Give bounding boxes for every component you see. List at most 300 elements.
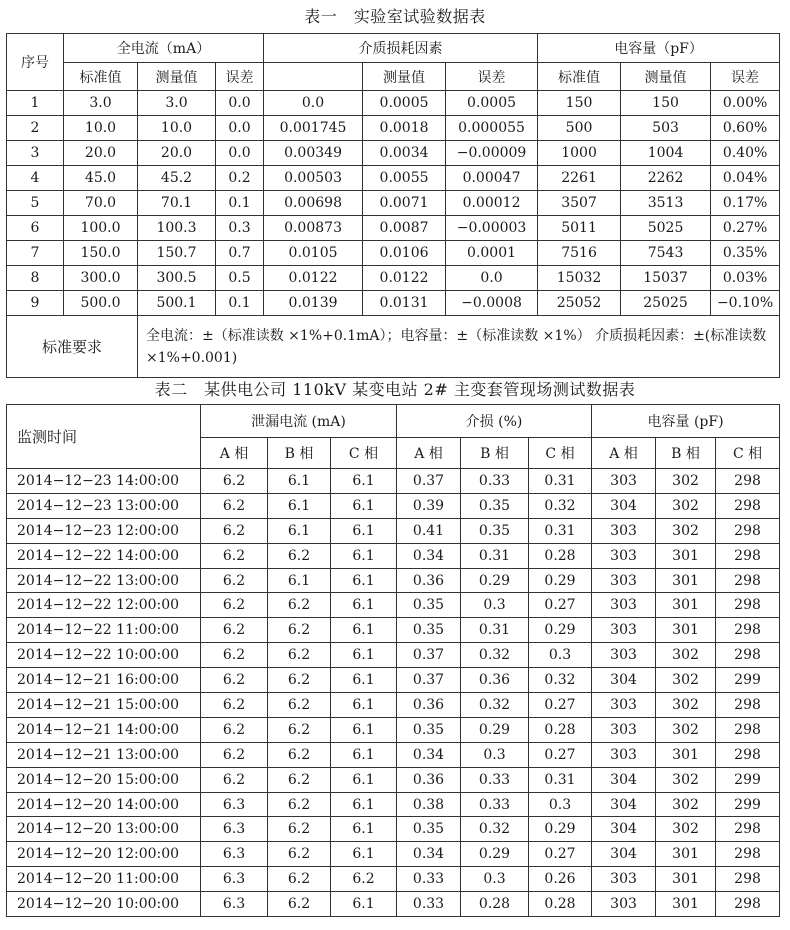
table-cell: 303: [592, 469, 656, 494]
table-row: [7, 469, 780, 494]
table-cell: 0.31: [529, 767, 592, 792]
cap-phase-a-header: A 相: [592, 438, 656, 469]
table-cell: 3513: [621, 191, 711, 216]
table-cell: 0.0005: [446, 91, 538, 116]
table-cell: 0.3: [461, 742, 529, 767]
table-cell: 0.2: [216, 166, 264, 191]
table-cell: 0.28: [529, 892, 592, 917]
table-cell: 15037: [621, 266, 711, 291]
table-row: [7, 618, 780, 643]
lab-test-table: [6, 33, 780, 378]
table-cell: 503: [621, 116, 711, 141]
table-cell: 3507: [538, 191, 621, 216]
monitor-time-cell: 2014−12−23 12:00:00: [7, 518, 201, 543]
table-cell: −0.00003: [446, 216, 538, 241]
table-cell: 500: [538, 116, 621, 141]
table-cell: 298: [716, 742, 780, 767]
table-cell: 0.001745: [264, 116, 363, 141]
table-cell: 300.5: [138, 266, 216, 291]
table-cell: 301: [656, 593, 716, 618]
table-cell: 0.34: [397, 842, 461, 867]
table-cell: 0.5: [216, 266, 264, 291]
requirement-label: 标准要求: [7, 316, 138, 378]
table-cell: 6.1: [331, 518, 397, 543]
table-cell: 299: [716, 792, 780, 817]
monitor-time-cell: 2014−12−22 11:00:00: [7, 618, 201, 643]
table-cell: 150: [621, 91, 711, 116]
table-cell: 6.2: [268, 892, 331, 917]
table-cell: 298: [716, 568, 780, 593]
current-std-header: 标准值: [64, 63, 138, 91]
table-row: [7, 593, 780, 618]
table-cell: 0.0034: [363, 141, 446, 166]
table-cell: 302: [656, 817, 716, 842]
table-cell: 0.0087: [363, 216, 446, 241]
table-cell: 6.2: [268, 867, 331, 892]
table-cell: 5025: [621, 216, 711, 241]
table2-caption: 表二 某供电公司 110kV 某变电站 2# 主变套管现场测试数据表: [154, 380, 636, 399]
table-cell: 301: [656, 842, 716, 867]
table-cell: 302: [656, 493, 716, 518]
table-cell: 304: [592, 493, 656, 518]
table-cell: 0.28: [529, 543, 592, 568]
table-cell: 0.0106: [363, 241, 446, 266]
table-cell: 6.1: [268, 568, 331, 593]
monitor-time-cell: 2014−12−21 16:00:00: [7, 668, 201, 693]
table-cell: 0.28: [461, 892, 529, 917]
cap-phase-b-header: B 相: [656, 438, 716, 469]
table-cell: 6.2: [268, 817, 331, 842]
loss-phase-a-header: A 相: [397, 438, 461, 469]
field-test-table: [6, 404, 780, 917]
table-cell: 0.0: [216, 141, 264, 166]
table-cell: 0.0: [264, 91, 363, 116]
table-cell: 45.2: [138, 166, 216, 191]
table-cell: 6.2: [201, 593, 268, 618]
loss-group-header: 介质损耗因素: [264, 34, 538, 63]
table-cell: 0.26: [529, 867, 592, 892]
table-cell: 302: [656, 469, 716, 494]
table-cell: 7: [7, 241, 64, 266]
monitor-time-cell: 2014−12−21 15:00:00: [7, 693, 201, 718]
table-cell: 0.17%: [711, 191, 780, 216]
table-cell: 0.27: [529, 742, 592, 767]
table-cell: 6.2: [268, 543, 331, 568]
table-cell: 6.1: [331, 892, 397, 917]
table-cell: 0.36: [397, 568, 461, 593]
table-cell: 301: [656, 543, 716, 568]
table-cell: 298: [716, 618, 780, 643]
table-cell: 100.0: [64, 216, 138, 241]
table-cell: 299: [716, 668, 780, 693]
monitor-time-header: 监测时间: [7, 405, 201, 469]
loss-err-header: 误差: [446, 63, 538, 91]
table-cell: 2261: [538, 166, 621, 191]
table-cell: 298: [716, 892, 780, 917]
table-cell: 0.60%: [711, 116, 780, 141]
table-cell: 303: [592, 742, 656, 767]
table-cell: 25052: [538, 291, 621, 316]
table-cell: 6.3: [201, 867, 268, 892]
table-cell: 500.0: [64, 291, 138, 316]
table-cell: 298: [716, 867, 780, 892]
current-err-header: 误差: [216, 63, 264, 91]
table-cell: 0.0005: [363, 91, 446, 116]
table-cell: −0.10%: [711, 291, 780, 316]
table-row: [7, 116, 780, 141]
table-cell: 0.35: [397, 618, 461, 643]
monitor-time-cell: 2014−12−21 14:00:00: [7, 717, 201, 742]
table-cell: 4: [7, 166, 64, 191]
table-cell: 6.2: [201, 568, 268, 593]
table-cell: 6.3: [201, 892, 268, 917]
monitor-time-cell: 2014−12−20 14:00:00: [7, 792, 201, 817]
table-cell: 304: [592, 668, 656, 693]
monitor-time-cell: 2014−12−20 15:00:00: [7, 767, 201, 792]
table-cell: 0.00%: [711, 91, 780, 116]
table-cell: 6.3: [201, 817, 268, 842]
table-row: [7, 216, 780, 241]
table-cell: 6.1: [268, 493, 331, 518]
table-cell: 0.29: [529, 618, 592, 643]
table-row: [7, 767, 780, 792]
table-cell: 0.31: [529, 518, 592, 543]
monitor-time-cell: 2014−12−22 12:00:00: [7, 593, 201, 618]
table-cell: 0.03%: [711, 266, 780, 291]
table-cell: −0.0008: [446, 291, 538, 316]
table-cell: 298: [716, 717, 780, 742]
table-cell: 6.1: [331, 543, 397, 568]
table-row: [7, 817, 780, 842]
table-cell: 0.37: [397, 668, 461, 693]
table-cell: 45.0: [64, 166, 138, 191]
table-cell: 6.3: [201, 842, 268, 867]
table-cell: 303: [592, 892, 656, 917]
table-cell: 302: [656, 717, 716, 742]
leak-phase-a-header: A 相: [201, 438, 268, 469]
monitor-time-cell: 2014−12−20 10:00:00: [7, 892, 201, 917]
table-cell: 3.0: [138, 91, 216, 116]
monitor-time-cell: 2014−12−22 14:00:00: [7, 543, 201, 568]
monitor-time-cell: 2014−12−22 10:00:00: [7, 643, 201, 668]
table-cell: 302: [656, 693, 716, 718]
table-cell: 6.2: [201, 767, 268, 792]
table-cell: 6.2: [268, 842, 331, 867]
table-cell: 0.27: [529, 842, 592, 867]
table-row: [7, 91, 780, 116]
table-cell: 100.3: [138, 216, 216, 241]
cap-err-header: 误差: [711, 63, 780, 91]
table-cell: 500.1: [138, 291, 216, 316]
table-cell: 0.27: [529, 593, 592, 618]
loss-meas-header: 测量值: [363, 63, 446, 91]
table-cell: 6.1: [331, 568, 397, 593]
leakage-group-header: 泄漏电流 (mA): [201, 405, 397, 438]
table1-subheader-row: [7, 63, 780, 91]
table-cell: 0.36: [461, 668, 529, 693]
dielectric-loss-group-header: 介损 (%): [397, 405, 592, 438]
table-cell: 298: [716, 493, 780, 518]
table-cell: 70.0: [64, 191, 138, 216]
table-cell: 6.1: [331, 742, 397, 767]
table-cell: 0.33: [397, 867, 461, 892]
table-cell: 0.27%: [711, 216, 780, 241]
requirement-row: [7, 316, 780, 378]
monitor-time-cell: 2014−12−23 13:00:00: [7, 493, 201, 518]
table-cell: 150.0: [64, 241, 138, 266]
table-cell: 301: [656, 867, 716, 892]
table-cell: 0.29: [461, 568, 529, 593]
seq-header: 序号: [7, 34, 64, 91]
table-cell: 301: [656, 568, 716, 593]
table-cell: 0.0055: [363, 166, 446, 191]
table-cell: 303: [592, 643, 656, 668]
table-cell: 303: [592, 618, 656, 643]
table-cell: 0.00873: [264, 216, 363, 241]
table2-header-row: [7, 405, 780, 438]
table-cell: 0.33: [461, 767, 529, 792]
requirement-text: 全电流：±（标准读数 ×1%+0.1mA）；电容量：±（标准读数 ×1%） 介质损耗因素：±(标准读数 ×1%+0.001): [138, 316, 780, 378]
table-cell: 301: [656, 618, 716, 643]
table-cell: 150: [538, 91, 621, 116]
table1-header-row: [7, 34, 780, 63]
table-cell: 10.0: [138, 116, 216, 141]
monitor-time-cell: 2014−12−23 14:00:00: [7, 469, 201, 494]
table-cell: 0.0001: [446, 241, 538, 266]
table-cell: 303: [592, 693, 656, 718]
table-cell: 304: [592, 817, 656, 842]
table-cell: 0.3: [216, 216, 264, 241]
table-row: [7, 792, 780, 817]
table-row: [7, 867, 780, 892]
table-cell: 301: [656, 892, 716, 917]
monitor-time-cell: 2014−12−20 11:00:00: [7, 867, 201, 892]
table-cell: 0.04%: [711, 166, 780, 191]
current-meas-header: 测量值: [138, 63, 216, 91]
table-cell: 7516: [538, 241, 621, 266]
table-cell: 6.3: [201, 792, 268, 817]
table-cell: 0.0: [446, 266, 538, 291]
table-cell: 0.31: [529, 469, 592, 494]
table-row: [7, 842, 780, 867]
table-row: [7, 493, 780, 518]
table-cell: 0.36: [397, 767, 461, 792]
table-cell: 303: [592, 543, 656, 568]
table-cell: 6.2: [201, 518, 268, 543]
table-cell: 0.27: [529, 693, 592, 718]
table-cell: 6.1: [331, 668, 397, 693]
table-cell: 6.1: [268, 469, 331, 494]
table-cell: 0.32: [461, 817, 529, 842]
table-cell: 20.0: [64, 141, 138, 166]
table-row: [7, 668, 780, 693]
table-cell: 0.00698: [264, 191, 363, 216]
table-cell: 304: [592, 767, 656, 792]
table-cell: 298: [716, 842, 780, 867]
table-cell: 6.1: [331, 469, 397, 494]
table-row: [7, 892, 780, 917]
table-cell: 6.2: [268, 668, 331, 693]
table-cell: 0.0139: [264, 291, 363, 316]
table-cell: 7543: [621, 241, 711, 266]
table-cell: 1004: [621, 141, 711, 166]
table-cell: 0.29: [529, 568, 592, 593]
table-cell: 0.32: [529, 493, 592, 518]
table-cell: 0.34: [397, 543, 461, 568]
table-cell: 6.2: [201, 668, 268, 693]
table-cell: 0.1: [216, 291, 264, 316]
table-cell: 6.2: [268, 717, 331, 742]
table-cell: 6.1: [331, 842, 397, 867]
table-cell: 6.1: [331, 717, 397, 742]
table-cell: 6.2: [201, 717, 268, 742]
table-cell: 0.35: [397, 717, 461, 742]
table-cell: 10.0: [64, 116, 138, 141]
table-row: [7, 191, 780, 216]
table-cell: 0.3: [461, 593, 529, 618]
table-cell: 303: [592, 867, 656, 892]
table-cell: 70.1: [138, 191, 216, 216]
table-cell: 6.2: [268, 618, 331, 643]
table-row: [7, 717, 780, 742]
cap-meas-header: 测量值: [621, 63, 711, 91]
table-cell: 0.34: [397, 742, 461, 767]
table-cell: 2262: [621, 166, 711, 191]
table-cell: 302: [656, 668, 716, 693]
table-cell: 0.35: [461, 518, 529, 543]
table-cell: 298: [716, 817, 780, 842]
table-row: [7, 518, 780, 543]
table-cell: 0.40%: [711, 141, 780, 166]
table1-caption: 表一 实验室试验数据表: [304, 7, 486, 26]
table-cell: 298: [716, 518, 780, 543]
table-cell: 298: [716, 543, 780, 568]
table-cell: 6.1: [331, 767, 397, 792]
table-cell: 6.2: [201, 469, 268, 494]
table-cell: 6.2: [201, 543, 268, 568]
table-cell: 303: [592, 717, 656, 742]
table-cell: 299: [716, 767, 780, 792]
table-cell: 8: [7, 266, 64, 291]
table-cell: 0.0122: [363, 266, 446, 291]
table-cell: 0.32: [461, 693, 529, 718]
table-cell: 0.00047: [446, 166, 538, 191]
loss-std-header: [264, 63, 363, 91]
table-cell: 0.0071: [363, 191, 446, 216]
table-row: [7, 543, 780, 568]
table-row: [7, 742, 780, 767]
table-cell: 0.35: [397, 593, 461, 618]
table-cell: 6.1: [268, 518, 331, 543]
table-cell: 6.2: [331, 867, 397, 892]
table-cell: 0.33: [461, 792, 529, 817]
table-cell: 0.28: [529, 717, 592, 742]
monitor-time-cell: 2014−12−21 13:00:00: [7, 742, 201, 767]
capacitance-group-header: 电容量（pF）: [538, 34, 780, 63]
table-row: [7, 166, 780, 191]
monitor-time-cell: 2014−12−22 13:00:00: [7, 568, 201, 593]
table-cell: 302: [656, 518, 716, 543]
table-cell: 6.2: [201, 618, 268, 643]
table-cell: 0.31: [461, 543, 529, 568]
table-cell: 5: [7, 191, 64, 216]
table-row: [7, 141, 780, 166]
table-cell: 0.37: [397, 643, 461, 668]
table-cell: 301: [656, 742, 716, 767]
table-cell: 6.2: [268, 693, 331, 718]
table-cell: 6.1: [331, 593, 397, 618]
table-row: [7, 291, 780, 316]
table-cell: 6.1: [331, 693, 397, 718]
monitor-time-cell: 2014−12−20 13:00:00: [7, 817, 201, 842]
table-cell: 6.1: [331, 618, 397, 643]
table-cell: 0.3: [529, 643, 592, 668]
table-cell: 6.2: [268, 742, 331, 767]
table-cell: 2: [7, 116, 64, 141]
table-cell: 302: [656, 643, 716, 668]
table-cell: 0.1: [216, 191, 264, 216]
table-cell: 0.33: [397, 892, 461, 917]
table-cell: 6.2: [268, 643, 331, 668]
table-cell: 0.0131: [363, 291, 446, 316]
table-cell: 298: [716, 469, 780, 494]
table-cell: 0.0122: [264, 266, 363, 291]
table-cell: 0.0: [216, 116, 264, 141]
table-cell: 0.41: [397, 518, 461, 543]
table-cell: 303: [592, 593, 656, 618]
loss-phase-b-header: B 相: [461, 438, 529, 469]
table-row: [7, 693, 780, 718]
table-cell: 6.2: [201, 693, 268, 718]
table-cell: 0.38: [397, 792, 461, 817]
table-cell: 298: [716, 593, 780, 618]
table-row: [7, 266, 780, 291]
table-cell: 0.29: [461, 842, 529, 867]
table-cell: 0.7: [216, 241, 264, 266]
leak-phase-c-header: C 相: [331, 438, 397, 469]
table-cell: 150.7: [138, 241, 216, 266]
cap-phase-c-header: C 相: [716, 438, 780, 469]
table-cell: 6.2: [268, 593, 331, 618]
table-cell: 0.37: [397, 469, 461, 494]
table-cell: 6.2: [268, 767, 331, 792]
table-cell: 25025: [621, 291, 711, 316]
table-cell: 5011: [538, 216, 621, 241]
table-cell: 1000: [538, 141, 621, 166]
table-cell: 302: [656, 767, 716, 792]
table-cell: 6.1: [331, 643, 397, 668]
table-cell: 6: [7, 216, 64, 241]
table-row: [7, 643, 780, 668]
table-cell: 0.00503: [264, 166, 363, 191]
table-row: [7, 568, 780, 593]
table-cell: 0.39: [397, 493, 461, 518]
table-cell: 0.0: [216, 91, 264, 116]
table-cell: 302: [656, 792, 716, 817]
current-group-header: 全电流（mA）: [64, 34, 264, 63]
table-cell: 0.3: [529, 792, 592, 817]
leak-phase-b-header: B 相: [268, 438, 331, 469]
table-cell: −0.00009: [446, 141, 538, 166]
table-cell: 0.0018: [363, 116, 446, 141]
table-cell: 304: [592, 842, 656, 867]
cap-std-header: 标准值: [538, 63, 621, 91]
table-cell: 9: [7, 291, 64, 316]
table-cell: 303: [592, 568, 656, 593]
table-cell: 304: [592, 792, 656, 817]
table-cell: 6.1: [331, 493, 397, 518]
table-cell: 300.0: [64, 266, 138, 291]
